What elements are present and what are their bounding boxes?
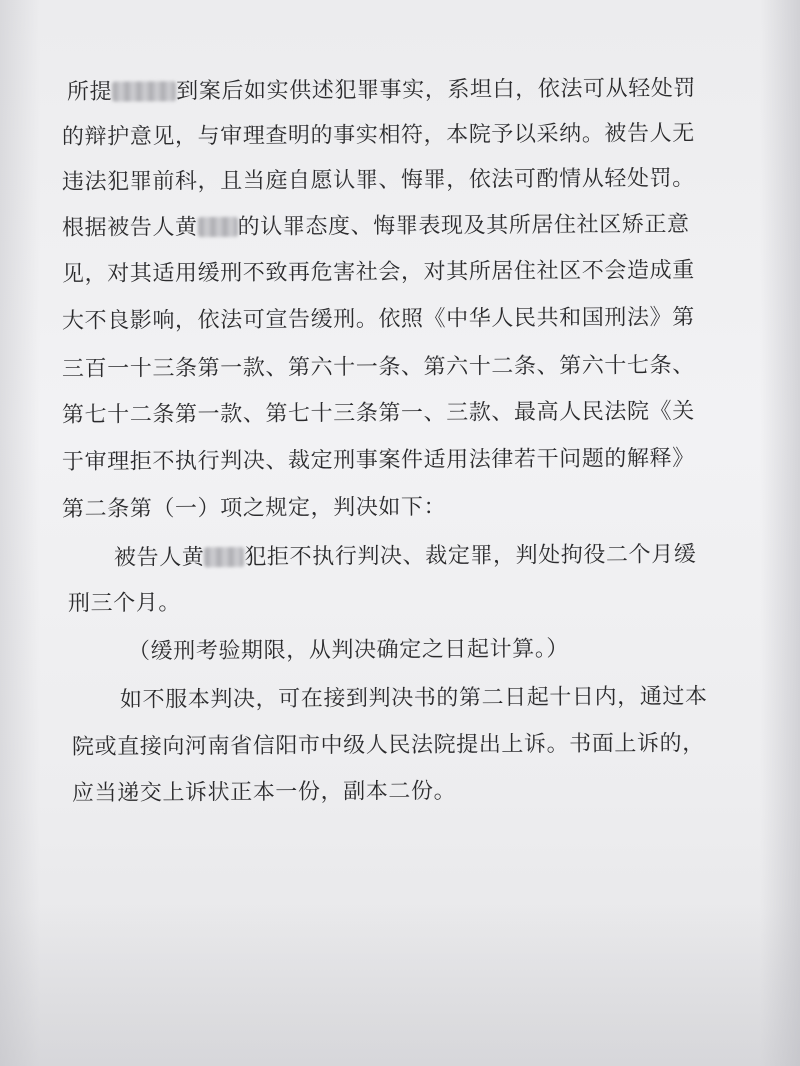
text-segment: 到案后如实供述犯罪事实，系坦白，依法可从轻处罚: [176, 76, 697, 105]
text-line: 大不良影响，依法可宣告缓刑。依照《中华人民共和国刑法》第: [61, 305, 695, 334]
text-segment: 的认罪态度、悔罪表现及其所居住社区矫正意: [237, 212, 690, 240]
text-line: [67, 74, 696, 108]
text-segment: 根据被告人黄: [61, 215, 198, 241]
text-line: 违法犯罪前科，且当庭自愿认罪、悔罪，依法可酌情从轻处罚。: [61, 166, 695, 195]
text-line: 应当递交上诉状正本一份，副本二份。: [71, 778, 457, 807]
text-line: 见，对其适用缓刑不致再危害社会，对其所居住社区不会造成重: [61, 258, 695, 287]
text-line: （缓刑考验期限，从判决确定之日起计算。）: [127, 636, 570, 665]
text-line: 院或直接向河南省信阳市中级人民法院提出上诉。书面上诉的，: [71, 731, 705, 760]
page-shadow-left: [0, 0, 40, 1066]
text-line: [62, 210, 690, 244]
text-segment: 犯拒不执行判决、裁定罪，判处拘役二个月缓: [244, 542, 697, 570]
text-segment: 所提: [66, 79, 113, 105]
text-line: 的辩护意见，与审理查明的事实相符，本院予以采纳。被告人无: [61, 121, 695, 150]
text-line: [114, 540, 697, 574]
text-line: 第七十二条第一款、第七十三条第一、三款、最高人民法院《关: [61, 399, 695, 428]
text-line: 于审理拒不执行判决、裁定刑事案件适用法律若干问题的解释》: [61, 446, 695, 475]
text-line: 三百一十三条第一款、第六十一条、第六十二条、第六十七条、: [61, 353, 695, 382]
text-segment: 被告人黄: [113, 545, 205, 571]
redacted-name: [204, 547, 244, 567]
page-shadow-right: [760, 0, 800, 1066]
text-line: 第二条第（一）项之规定，判决如下：: [61, 494, 447, 523]
redacted-name: [112, 81, 176, 101]
page-shadow-bottom: [0, 906, 800, 1066]
text-line: 刑三个月。: [67, 590, 182, 617]
redacted-name: [198, 217, 238, 237]
text-line: 如不服本判决，可在接到判决书的第二日起十日内，通过本: [119, 684, 708, 713]
